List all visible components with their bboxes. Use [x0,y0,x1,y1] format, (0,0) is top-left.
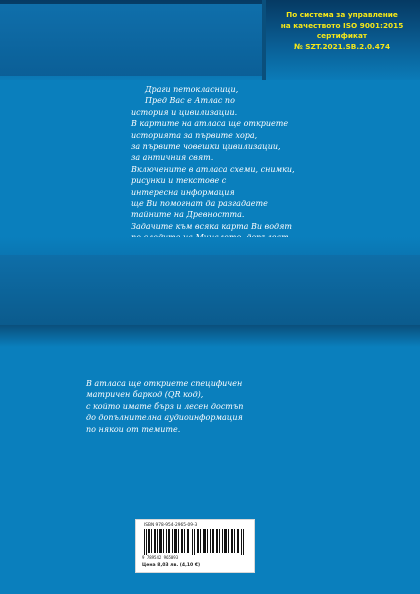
top-band-divider [262,0,266,80]
certification-number: № SZT.2021.SB.2.0.474 [293,41,391,51]
middle-band-fade [0,325,420,347]
certification-line: сертификат [316,31,368,40]
intro-line: историята за първите хора, [131,130,258,140]
intro-line: история и цивилизации. [131,107,238,117]
qr-note-line: матричен баркод (QR код), [86,390,204,400]
qr-note-line: до допълнителна аудиоинформация [86,413,243,423]
intro-line: Задачите към всяка карта Ви водят [131,221,292,231]
intro-line: за античния свят. [131,153,214,163]
middle-band-panel [0,255,420,325]
qr-note-line: В атласа ще откриете специфичен [86,379,243,388]
intro-line: Включените в атласа схеми, снимки, [131,164,295,174]
certification-notice [268,10,416,52]
qr-code-note [86,378,356,435]
intro-paragraph [131,84,361,255]
qr-note-line: по някои от темите. [86,424,181,434]
barcode-digits: 9 789542 965093 [142,555,179,560]
intro-line: интересна информация [131,187,235,197]
price-label: Цена 8,03 лв. (4,10 €) [142,563,201,568]
intro-line: Пред Вас е Атлас по [145,96,235,106]
certification-line: По система за управление [286,10,398,19]
intro-line: Драги петокласници, [145,85,239,94]
intro-line: тайните на Древността. [131,210,245,220]
top-band-panel [0,4,262,76]
isbn-text: ISBN 978-954-2965-09-3 [144,523,198,528]
certification-line: на качеството ISO 9001:2015 [280,20,404,30]
intro-line: ще Ви помогнат да разгадаете [131,199,268,209]
middle-decorative-band [0,237,420,347]
intro-line: В картите на атласа ще откриете [131,119,289,129]
barcode-icon [142,529,248,555]
intro-line: рисунки и текстове с [131,176,227,186]
intro-line: за първите човешки цивилизации, [131,142,281,152]
qr-note-line: с който имате бърз и лесен достъп [86,401,244,411]
isbn-barcode-label [135,519,255,573]
